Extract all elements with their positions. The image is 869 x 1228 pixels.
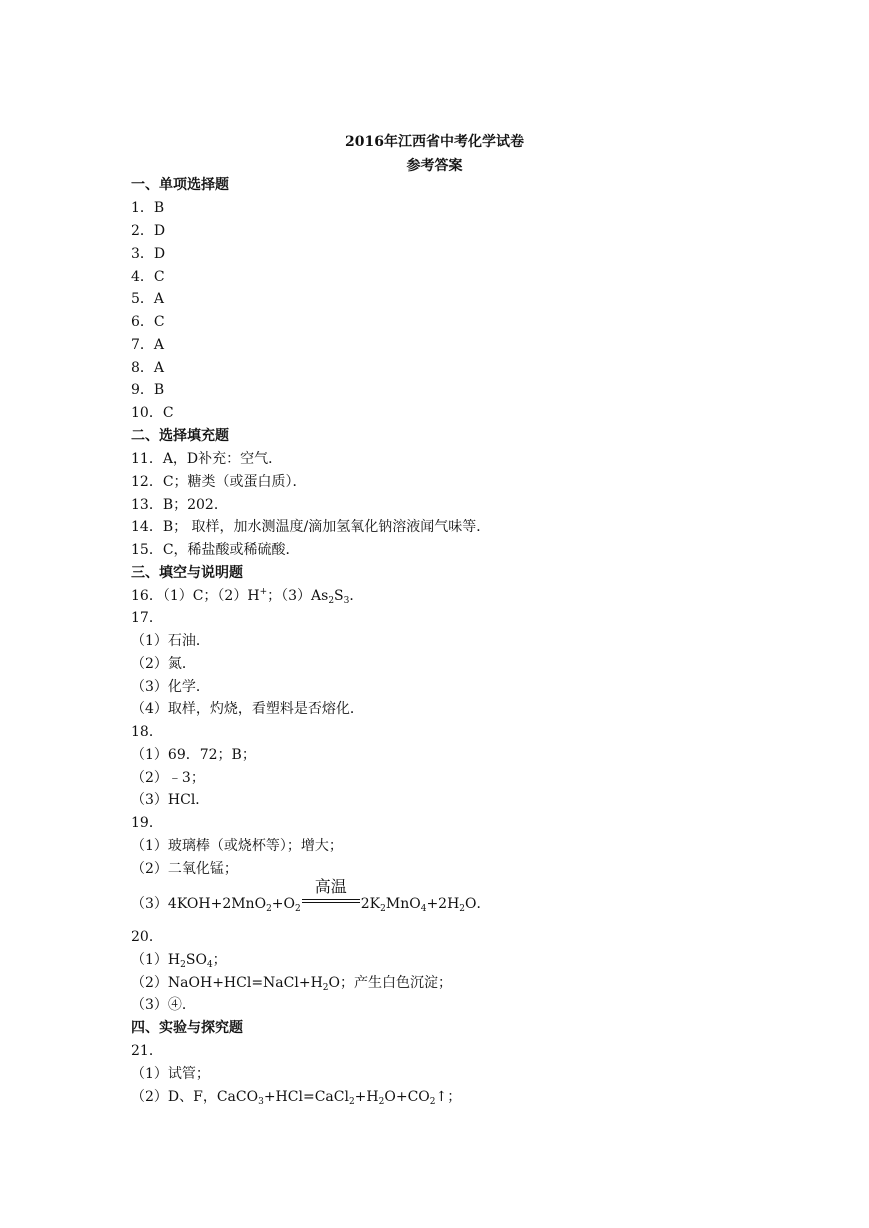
formula-text: +O [271,896,296,912]
subscript: 2 [322,983,329,993]
reaction-condition-arrow [302,877,360,908]
subscript: 3 [343,596,350,606]
answer-line: （2）氮． [131,656,196,672]
subscript: 2 [429,1097,436,1107]
formula-text: （2）NaOH+HCl=NaCl+H [131,975,323,991]
question-number: 21． [131,1043,163,1059]
document-title: 2016年江西省中考化学试卷 [345,134,524,150]
subscript: 2 [180,960,186,970]
answer-line: 9．B [131,382,165,398]
subscript: 2 [266,904,272,914]
formula-text: （1）H [131,952,181,968]
formula-text: O． [465,896,491,912]
section-heading-fill-explain: 三、填空与说明题 [131,565,243,581]
subscript: 2 [380,904,386,914]
answer-line: 3．D [131,246,166,262]
formula-text: O+CO [384,1089,430,1105]
answer-line: 2．D [131,223,166,239]
subscript: 2 [459,904,466,914]
formula-text: SO [185,952,207,968]
answer-line: 8．A [131,360,165,376]
question-number: 17． [131,610,163,626]
answer-line-q16 [131,587,363,605]
formula-text: ； [212,952,227,968]
section-heading-multiple-choice: 一、单项选择题 [131,177,229,193]
equals-bar-top [302,899,360,900]
answer-line [131,951,227,969]
answer-line: 6．C [131,314,165,330]
answer-line: （3）HCl． [131,792,210,808]
answer-line: （2）﹣3； [131,770,205,786]
subscript: 2 [295,904,301,914]
subscript: 2 [378,1097,385,1107]
formula-text: （3）4KOH+2MnO [131,896,267,912]
formula-text: 16．（1）C；（2）H [131,588,260,604]
formula-text: S [334,588,344,604]
formula-text: ；（3）As [267,588,329,604]
answer-line: （2）二氧化锰； [131,861,238,877]
formula-text: （2）D、F，CaCO [131,1089,259,1105]
answer-line: 5．A [131,291,165,307]
answer-line: 14．B； 取样，加水测温度/滴加氢氧化钠溶液闻气味等． [131,519,491,535]
subscript: 4 [420,904,427,914]
subscript: 4 [206,960,213,970]
question-number: 18． [131,724,163,740]
answer-line: 13．B；202． [131,497,228,513]
answer-line [131,1088,461,1106]
subscript: 2 [348,1097,355,1107]
formula-text: +HCl=CaCl [263,1089,349,1105]
answer-line: 10．C [131,405,174,421]
equals-bar-bottom [302,902,360,903]
answer-line: （4）取样，灼烧，看塑料是否熔化． [131,701,364,717]
formula-text: MnO [385,896,421,912]
subscript: 3 [258,1097,264,1107]
formula-text: 2K [360,896,381,912]
formula-text: ． [349,588,364,604]
question-number: 20． [131,929,163,945]
answer-line: 15．C，稀盐酸或稀硫酸． [131,542,300,558]
section-heading-experiment: 四、实验与探究题 [131,1020,243,1036]
formula-text: +2H [426,896,460,912]
subscript: 2 [328,596,335,606]
answer-line: 11．A，D补充：空气． [131,451,283,467]
chemical-equation [131,877,491,914]
reaction-condition-label: 高温 [314,877,347,896]
answer-line: 1．B [131,200,165,216]
answer-line: （3）④． [131,997,196,1013]
answer-line: 7．A [131,337,165,353]
answer-line: 12．C；糖类（或蛋白质）． [131,474,307,490]
section-heading-fill-choice: 二、选择填充题 [131,428,229,444]
question-number: 19． [131,815,163,831]
answer-line: （3）化学． [131,679,210,695]
document-subtitle: 参考答案 [406,158,463,174]
answer-line: （1）69．72；B； [131,747,256,763]
superscript: + [259,587,268,597]
answer-line: （1）玻璃棒（或烧杯等）；增大； [131,838,343,854]
formula-text: ↑； [435,1089,462,1105]
answer-line: （1）试管； [131,1066,210,1082]
answer-line [131,974,452,992]
formula-text: O；产生白色沉淀； [328,975,452,991]
formula-text: +H [354,1089,379,1105]
answer-line: 4．C [131,269,165,285]
answer-line: （1）石油． [131,633,210,649]
